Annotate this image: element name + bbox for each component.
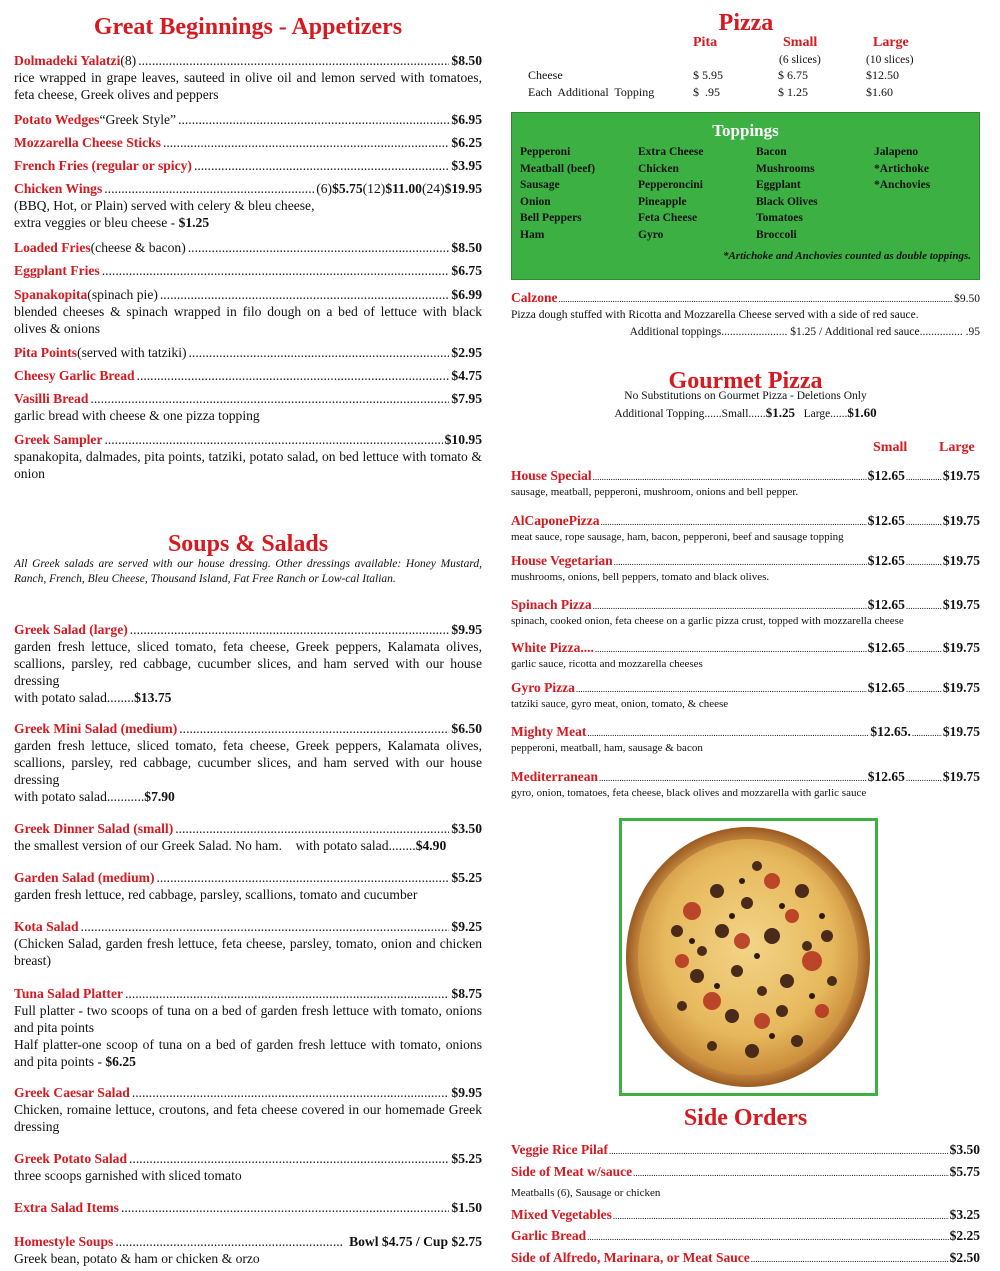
dressing-note: All Greek salads are served with our house dressing. Other dressings available: Honey Mustard, Ranch, French, Bleu Cheese, Thousand Island, Fat Free Ranch or Low-cal Italian. [14, 558, 482, 585]
pizza-header-pita: Pita [693, 35, 718, 50]
side-item[interactable] [511, 1250, 980, 1267]
toppings-column [520, 144, 638, 243]
item-name: Homestyle Soups [14, 1234, 114, 1249]
menu-item[interactable] [14, 869, 482, 903]
item-name: Dolmadeki Yalatzi [14, 53, 121, 68]
item-desc: garden fresh lettuce, red cabbage, parsley, scallions, tomato and cucumber [14, 887, 418, 902]
item-desc: extra veggies or bleu cheese - $1.25 [14, 215, 210, 230]
item-desc: Greek bean, potato & ham or chicken & orzo [14, 1251, 260, 1266]
item-desc: three scoops garnished with sliced tomato [14, 1168, 242, 1183]
item-price: $11.00 [385, 181, 422, 196]
menu-item[interactable] [14, 111, 482, 128]
topping-item: Onion [520, 195, 551, 208]
topping-item: Jalapeno [874, 146, 919, 158]
sides-heading: Side Orders [683, 1105, 808, 1131]
item-price: $1.50 [451, 1200, 482, 1215]
item-name: Greek Mini Salad (medium) [14, 721, 178, 736]
item-name: Garlic Bread [511, 1228, 587, 1243]
menu-item[interactable] [14, 1199, 482, 1216]
pizza-row-label: Each Additional Topping [528, 85, 655, 99]
item-desc: (Chicken Salad, garden fresh lettuce, feta cheese, parsley, tomato, onion and chicken breast) [14, 936, 482, 968]
gourmet-col-large: Large [939, 440, 975, 455]
item-name: White Pizza.... [511, 640, 594, 655]
item-price-small: $12.65 [867, 680, 905, 695]
pizza-header-large: Large [873, 35, 909, 50]
item-extra: (cheese & bacon) [90, 240, 186, 255]
menu-item[interactable] [14, 985, 482, 1070]
menu-item[interactable] [14, 621, 482, 706]
side-item[interactable] [511, 1228, 980, 1245]
item-price: $6.75 [451, 263, 482, 278]
item-price: $6.50 [451, 721, 482, 736]
pizza-row-label: Cheese [528, 68, 563, 82]
topping-item: Eggplant [756, 179, 801, 191]
gourmet-subtitle: No Substitutions on Gourmet Pizza - Deletions Only [624, 390, 867, 402]
item-name: Mighty Meat [511, 724, 587, 739]
topping-item: Meatball (beef) [520, 162, 596, 175]
item-name: House Special [511, 468, 592, 483]
menu-item[interactable] [14, 820, 482, 854]
item-desc: Full platter - two scoops of tuna on a bed of garden fresh lettuce with tomato, onions and pita points [14, 1003, 482, 1035]
item-name: Greek Dinner Salad (small) [14, 821, 174, 836]
item-name: Greek Potato Salad [14, 1151, 128, 1166]
gourmet-item[interactable] [511, 640, 980, 671]
item-name: Chicken Wings [14, 181, 103, 196]
item-desc: rice wrapped in grape leaves, sauteed in olive oil and lemon served with tomatoes, feta cheese, Greek olives and peppers [14, 70, 482, 102]
menu-item[interactable] [14, 262, 482, 279]
item-price: $5.75 [949, 1164, 980, 1179]
item-price: $2.50 [949, 1250, 980, 1265]
menu-item[interactable] [14, 157, 482, 174]
item-price: $2.95 [451, 345, 482, 360]
topping-item: *Artichoke [874, 162, 929, 175]
item-price-large: $19.75 [942, 640, 980, 655]
menu-item[interactable] [14, 390, 482, 424]
item-price: $6.25 [451, 135, 482, 150]
item-price: $8.75 [451, 986, 482, 1001]
item-name: Eggplant Fries [14, 263, 100, 278]
item-price: $6.99 [451, 287, 482, 302]
item-price-small: $12.65 [867, 513, 905, 528]
item-price: $9.95 [451, 622, 482, 637]
toppings-column [756, 144, 874, 243]
gourmet-col-small: Small [873, 440, 908, 455]
item-price-small: $12.65. [870, 724, 911, 739]
item-desc: Chicken, romaine lettuce, croutons, and feta cheese covered in our homemade Greek dressing [14, 1102, 482, 1134]
item-price-large: $19.75 [942, 724, 980, 739]
item-name: Gyro Pizza [511, 680, 575, 695]
item-name: Loaded Fries [14, 240, 91, 255]
item-name: Tuna Salad Platter [14, 986, 124, 1001]
item-price-small: $12.65 [867, 640, 905, 655]
item-name: Mozzarella Cheese Sticks [14, 135, 161, 150]
side-item[interactable] [511, 1164, 980, 1200]
topping-item: Feta Cheese [638, 212, 698, 224]
item-desc: spinach, cooked onion, feta cheese on a garlic pizza crust, topped with mozzarella cheese [511, 615, 904, 627]
item-desc: garden fresh lettuce, sliced tomato, feta cheese, Greek peppers, Kalamata olives, scallions, parsley, red cabbage, cucumber slices, and ham served with our house dressing [14, 639, 482, 688]
item-name: Garden Salad (medium) [14, 870, 155, 885]
item-name: Kota Salad [14, 919, 79, 934]
item-price: $9.25 [451, 919, 482, 934]
item-extra: (8) [120, 53, 137, 68]
item-desc: Half platter-one scoop of tuna on a bed of garden fresh lettuce with tomato, onions and pita points - $6.25 [14, 1037, 482, 1069]
item-extra: (served with tatziki) [77, 345, 187, 360]
item-price: $5.75 [332, 181, 363, 196]
item-price: $3.25 [949, 1207, 980, 1222]
menu-item[interactable] [14, 344, 482, 361]
gourmet-item[interactable] [511, 513, 980, 544]
item-price-large: $19.75 [942, 680, 980, 695]
toppings-column [638, 144, 756, 243]
item-name: Greek Salad (large) [14, 622, 128, 637]
item-name: Greek Caesar Salad [14, 1085, 130, 1100]
item-price-large: $19.75 [942, 513, 980, 528]
topping-item: Sausage [520, 179, 560, 191]
topping-item: Bell Peppers [520, 212, 582, 224]
item-price: $8.50 [451, 53, 482, 68]
menu-item[interactable] [14, 286, 482, 337]
pizza-illustration [622, 821, 875, 1093]
item-desc: garlic bread with cheese & one pizza topping [14, 408, 260, 423]
calzone-item[interactable] [511, 290, 980, 341]
gourmet-item[interactable] [511, 553, 980, 584]
item-price: $3.95 [451, 158, 482, 173]
gourmet-item[interactable] [511, 597, 980, 628]
item-price: $8.50 [451, 240, 482, 255]
menu-item[interactable] [14, 52, 482, 103]
gourmet-extra-topping: Additional Topping......Small......$1.25 Large......$1.60 [614, 405, 877, 420]
item-desc: with potato salad...........$7.90 [14, 789, 175, 804]
topping-item: Pineapple [638, 195, 687, 208]
side-item[interactable] [511, 1207, 980, 1224]
topping-item: Ham [520, 228, 545, 241]
item-desc: Meatballs (6), Sausage or chicken [511, 1187, 661, 1199]
topping-item: Bacon [756, 146, 787, 158]
item-name: Vasilli Bread [14, 391, 89, 406]
topping-item: Chicken [638, 162, 679, 175]
item-price-large: $19.75 [942, 597, 980, 612]
item-name: House Vegetarian [511, 553, 613, 568]
topping-item: Broccoli [756, 228, 797, 241]
side-item[interactable] [511, 1142, 980, 1159]
item-desc: blended cheeses & spinach wrapped in filo dough on a bed of lettuce with black olives & onions [14, 304, 482, 336]
menu-item[interactable] [14, 431, 482, 482]
item-name: Side of Alfredo, Marinara, or Meat Sauce [511, 1250, 750, 1265]
item-price: $3.50 [451, 821, 482, 836]
calzone-extras: Additional toppings....................... $1.25 / Additional red sauce............... .95 [629, 326, 980, 338]
pizza-header-small: Small [783, 35, 818, 50]
toppings-footnote: *Artichoke and Anchovies counted as double toppings. [722, 250, 971, 262]
item-name: Veggie Rice Pilaf [511, 1142, 608, 1157]
item-name: Calzone [511, 290, 558, 305]
item-desc: mushrooms, onions, bell peppers, tomato and black olives. [511, 571, 770, 583]
topping-item: Tomatoes [756, 212, 803, 224]
menu-item[interactable] [14, 720, 482, 805]
item-name: Spanakopita [14, 287, 88, 302]
item-desc: with potato salad........$13.75 [14, 690, 172, 705]
item-price: $5.25 [451, 1151, 482, 1166]
topping-item: Extra Cheese [638, 146, 704, 158]
item-price: $7.95 [451, 391, 482, 406]
item-desc: tatziki sauce, gyro meat, onion, tomato, & cheese [511, 698, 729, 710]
gourmet-item[interactable] [511, 769, 980, 800]
menu-item[interactable]: Chicken Wings ..... (6) $5.75 (12) $11.00 (24) $19.95 (BBQ, Hot, or Plain) served with celery & bleu cheese, extra veggies or bleu cheese - $1.25 [14, 180, 482, 231]
item-price: $3.50 [949, 1142, 980, 1157]
topping-item: Gyro [638, 228, 664, 241]
item-name: Side of Meat w/sauce [511, 1164, 633, 1179]
item-price-large: $19.75 [942, 553, 980, 568]
item-desc: garlic sauce, ricotta and mozzarella cheeses [511, 658, 703, 670]
menu-item[interactable] [14, 1150, 482, 1184]
item-desc: pepperoni, meatball, ham, sausage & bacon [511, 742, 703, 754]
item-name: Extra Salad Items [14, 1200, 119, 1215]
pizza-heading: Pizza [718, 10, 774, 36]
item-price: $2.25 [949, 1228, 980, 1243]
item-desc: sausage, meatball, pepperoni, mushroom, onions and bell pepper. [511, 486, 799, 498]
item-name: Greek Sampler [14, 432, 103, 447]
item-name: French Fries (regular or spicy) [14, 158, 192, 173]
item-name: Spinach Pizza [511, 597, 592, 612]
menu-item[interactable] [14, 134, 482, 151]
item-price-large: $19.75 [942, 468, 980, 483]
menu-item[interactable] [14, 1233, 482, 1267]
item-desc: gyro, onion, tomatoes, feta cheese, black olives and mozzarella with garlic sauce [511, 787, 867, 799]
pizza-photo [619, 818, 878, 1096]
toppings-heading: Toppings [712, 121, 779, 140]
item-price: $6.95 [451, 112, 482, 127]
gourmet-item[interactable] [511, 468, 980, 499]
item-price: Bowl $4.75 / Cup $2.75 [349, 1234, 482, 1249]
menu-item[interactable] [14, 239, 482, 256]
topping-item: Black Olives [756, 195, 818, 208]
item-price: $19.95 [444, 181, 482, 196]
item-name: Pita Points [14, 345, 78, 360]
item-name: Potato Wedges [14, 112, 100, 127]
item-price: $5.25 [451, 870, 482, 885]
item-name: Cheesy Garlic Bread [14, 368, 135, 383]
gourmet-item[interactable] [511, 680, 980, 711]
item-extra: (spinach pie) [87, 287, 158, 302]
item-price: $10.95 [444, 432, 482, 447]
item-price: $4.75 [451, 368, 482, 383]
topping-item: Mushrooms [756, 162, 815, 175]
toppings-box [511, 112, 980, 280]
gourmet-item[interactable] [511, 724, 980, 755]
topping-item: Pepperoni [520, 146, 571, 158]
soups-heading: Soups & Salads [167, 531, 329, 557]
item-name: Mediterranean [511, 769, 598, 784]
item-price-small: $12.65 [867, 597, 905, 612]
menu-item[interactable] [14, 918, 482, 969]
item-price-large: $19.75 [942, 769, 980, 784]
item-desc: spanakopita, dalmades, pita points, tatziki, potato salad, on bed lettuce with tomato & onion [14, 449, 482, 481]
toppings-column [874, 144, 974, 243]
item-desc: garden fresh lettuce, sliced tomato, feta cheese, Greek peppers, Kalamata olives, scallions, parsley, red cabbage, cucumber slices, and ham served with our house dressing [14, 738, 482, 787]
toppings-grid [520, 144, 979, 243]
item-price: $9.95 [451, 1085, 482, 1100]
item-desc: meat sauce, rope sausage, ham, bacon, pepperoni, beef and sausage topping [511, 531, 844, 543]
item-desc: (BBQ, Hot, or Plain) served with celery & bleu cheese, [14, 198, 315, 213]
topping-item: *Anchovies [874, 179, 931, 191]
appetizers-heading: Great Beginnings - Appetizers [93, 14, 403, 40]
item-price-small: $12.65 [867, 769, 905, 784]
item-desc: Pizza dough stuffed with Ricotta and Mozzarella Cheese served with a side of red sauce. [511, 309, 919, 321]
menu-item[interactable] [14, 1084, 482, 1135]
item-name: AlCaponePizza [511, 513, 600, 528]
gourmet-heading: Gourmet Pizza [668, 368, 823, 394]
menu-item[interactable] [14, 367, 482, 384]
item-desc: the smallest version of our Greek Salad. No ham. with potato salad........$4.90 [14, 838, 447, 853]
item-price-small: $12.65 [867, 553, 905, 568]
item-name: Mixed Vegetables [511, 1207, 612, 1222]
item-price-small: $12.65 [867, 468, 905, 483]
item-extra: “Greek Style” [99, 112, 177, 127]
item-price: $9.50 [954, 293, 980, 305]
topping-item: Pepperoncini [638, 179, 703, 191]
